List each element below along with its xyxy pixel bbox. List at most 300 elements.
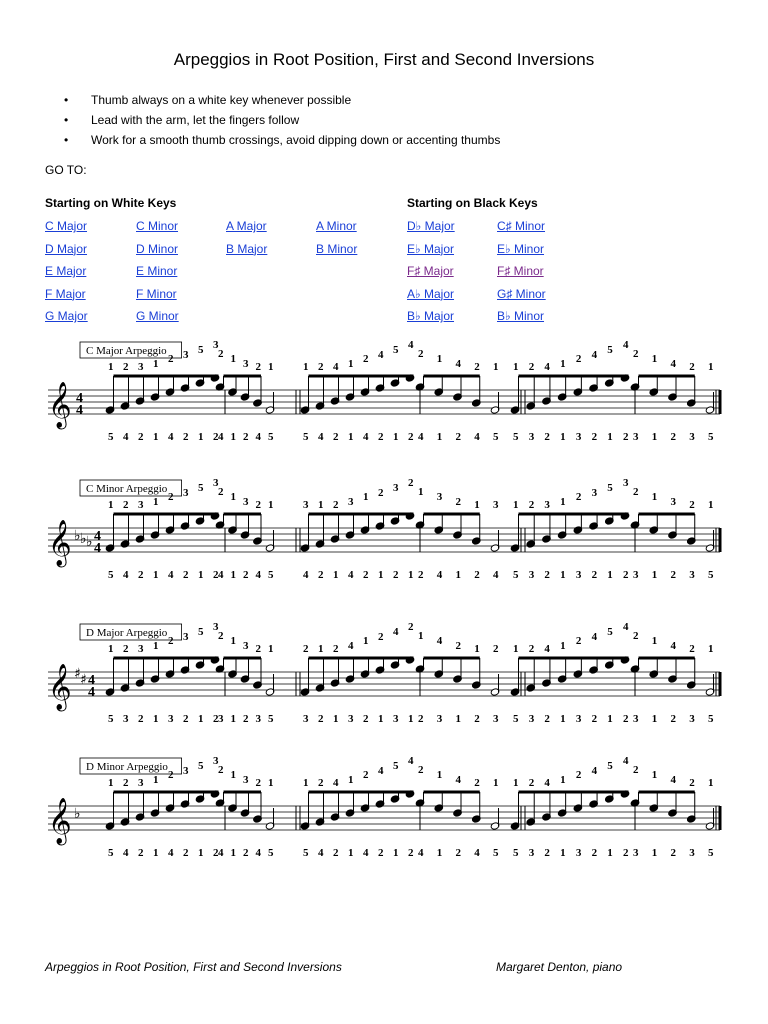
- fingering-above: 3: [138, 643, 144, 655]
- fingering-above: 5: [393, 344, 399, 356]
- fingering-below: 4: [168, 569, 174, 581]
- fingering-above: 1: [493, 361, 499, 373]
- notation: [40, 478, 725, 603]
- fingering-above: 2: [528, 499, 535, 511]
- fingering-above: 5: [607, 344, 613, 356]
- link-column-white-major: [45, 216, 88, 329]
- fingering-above: 1: [474, 643, 480, 655]
- fingering-above: 4: [670, 774, 676, 786]
- staff-label: C Minor Arpeggio: [86, 483, 168, 495]
- flat-sign: ♭: [74, 806, 81, 822]
- fingering-above: 1: [513, 499, 519, 511]
- link-g-minor[interactable]: G Minor: [136, 309, 179, 323]
- fingering-below: 2: [670, 431, 676, 443]
- fingering-below: 2: [243, 713, 249, 725]
- fingering-below: 1: [153, 431, 159, 443]
- fingering-below: 2: [623, 431, 629, 443]
- fingering-below: 5: [303, 847, 309, 859]
- fingering-below: 1: [198, 431, 204, 443]
- fingering-below: 3: [689, 847, 695, 859]
- fingering-above: 4: [455, 358, 461, 370]
- fingering-above: 2: [418, 764, 424, 776]
- fingering-below: 1: [455, 713, 461, 725]
- fingering-above: 2: [689, 777, 695, 789]
- fingering-above: 4: [670, 640, 676, 652]
- fingering-below: 4: [363, 847, 369, 859]
- fingering-above: 5: [607, 626, 613, 638]
- fingering-below: 3: [528, 431, 535, 443]
- fingering-above: 2: [318, 361, 324, 373]
- link-b-flat-major[interactable]: B♭ Major: [407, 309, 455, 323]
- fingering-below: 4: [318, 847, 324, 859]
- fingering-below: 4: [123, 569, 129, 581]
- link-e-flat-minor[interactable]: E♭ Minor: [497, 241, 545, 256]
- fingering-below: 5: [493, 431, 499, 443]
- fingering-below: 3: [168, 713, 174, 725]
- staff-c-major: [40, 340, 725, 465]
- fingering-below: 3: [575, 713, 582, 725]
- fingering-above: 4: [333, 777, 339, 789]
- footer-author: Margaret Denton, piano: [496, 960, 623, 974]
- fingering-above: 2: [633, 630, 639, 642]
- fingering-below: 2: [408, 431, 414, 443]
- fingering-above: 2: [218, 630, 224, 642]
- sharp-sign: ♯: [80, 672, 87, 688]
- link-f-major[interactable]: F Major: [45, 286, 86, 301]
- link-g-sharp-minor[interactable]: G♯ Minor: [497, 286, 546, 301]
- fingering-below: 3: [255, 713, 261, 725]
- fingering-below: 5: [513, 431, 519, 443]
- fingering-below: 5: [108, 569, 114, 581]
- fingering-above: 1: [708, 499, 714, 511]
- fingering-above: 5: [393, 760, 399, 772]
- treble-clef: 𝄞: [48, 664, 72, 710]
- fingering-above: 4: [393, 626, 399, 638]
- fingering-above: 1: [436, 353, 443, 365]
- fingering-above: 1: [153, 358, 159, 370]
- fingering-above: 2: [123, 361, 129, 373]
- link-column-black-major: [407, 216, 455, 329]
- fingering-above: 4: [623, 622, 629, 633]
- fingering-above: 3: [243, 640, 249, 652]
- fingering-below: 2: [333, 431, 339, 443]
- fingering-above: 2: [123, 499, 129, 511]
- link-e-minor[interactable]: E Minor: [136, 264, 178, 278]
- fingering-above: 2: [333, 499, 339, 511]
- tips-list: [64, 90, 500, 150]
- fingering-above: 4: [544, 643, 550, 655]
- fingering-above: 2: [493, 643, 499, 655]
- fingering-above: 1: [708, 643, 714, 655]
- fingering-above: 2: [363, 769, 369, 781]
- fingering-below: 4: [168, 431, 174, 443]
- link-f-sharp-minor[interactable]: F♯ Minor: [497, 264, 544, 278]
- fingering-below: 3: [528, 713, 535, 725]
- fingering-below: 2: [213, 847, 219, 859]
- notation: [40, 622, 725, 747]
- tip-item: • Work for a smooth thumb crossings, avoid dipping down or accenting thumbs: [64, 130, 500, 150]
- fingering-above: 4: [408, 756, 414, 767]
- fingering-above: 2: [633, 764, 639, 776]
- fingering-above: 2: [363, 353, 369, 365]
- link-c-major[interactable]: C Major: [45, 219, 88, 233]
- fingering-above: 5: [607, 760, 613, 772]
- fingering-below: 2: [243, 847, 249, 859]
- fingering-below: 2: [363, 713, 369, 725]
- fingering-above: 1: [493, 777, 499, 789]
- fingering-above: 2: [633, 348, 639, 360]
- fingering-above: 1: [363, 635, 369, 647]
- fingering-below: 5: [708, 713, 714, 725]
- fingering-below: 3: [393, 713, 399, 725]
- fingering-below: 2: [670, 847, 676, 859]
- fingering-above: 1: [363, 491, 369, 503]
- flat-sign: ♭: [80, 531, 87, 547]
- fingering-below: 2: [670, 569, 676, 581]
- fingering-above: 1: [303, 361, 309, 373]
- fingering-below: 1: [607, 431, 613, 443]
- fingering-below: 1: [230, 713, 236, 725]
- time-signature-bottom: 4: [76, 403, 83, 418]
- fingering-below: 1: [607, 569, 613, 581]
- fingering-below: 3: [303, 713, 309, 725]
- fingering-above: 2: [378, 487, 384, 499]
- link-a-major[interactable]: A Major: [226, 219, 267, 233]
- fingering-below: 1: [333, 569, 339, 581]
- fingering-below: 4: [418, 847, 424, 859]
- fingering-below: 3: [528, 569, 535, 581]
- fingering-above: 3: [213, 622, 219, 633]
- fingering-above: 1: [418, 486, 424, 498]
- fingering-below: 2: [183, 713, 189, 725]
- fingering-below: 2: [138, 713, 144, 725]
- fingering-above: 3: [243, 496, 249, 508]
- fingering-above: 4: [544, 361, 550, 373]
- fingering-above: 2: [123, 777, 129, 789]
- fingering-below: 2: [418, 713, 424, 725]
- fingering-below: 3: [575, 431, 582, 443]
- fingering-below: 4: [168, 847, 174, 859]
- fingering-below: 3: [528, 847, 535, 859]
- link-column-black-minor: [497, 216, 546, 329]
- flat-sign: ♭: [74, 528, 81, 544]
- fingering-above: 3: [138, 361, 144, 373]
- fingering-above: 5: [198, 344, 204, 356]
- fingering-below: 2: [591, 713, 598, 725]
- fingering-below: 2: [378, 431, 384, 443]
- fingering-below: 1: [651, 431, 658, 443]
- fingering-above: 1: [303, 777, 309, 789]
- fingering-above: 2: [575, 635, 582, 647]
- fingering-above: 4: [544, 777, 550, 789]
- time-signature-bottom: 4: [88, 685, 95, 700]
- fingering-above: 1: [651, 353, 658, 365]
- fingering-above: 3: [213, 478, 219, 489]
- link-b-flat-minor[interactable]: B♭ Minor: [497, 309, 545, 323]
- fingering-above: 2: [418, 348, 424, 360]
- link-d-flat-major[interactable]: D♭ Major: [407, 219, 455, 233]
- fingering-above: 3: [138, 777, 144, 789]
- fingering-above: 3: [183, 631, 189, 643]
- tip-item: • Lead with the arm, let the fingers follow: [64, 110, 500, 130]
- link-f-minor[interactable]: F Minor: [136, 286, 177, 301]
- fingering-below: 2: [243, 569, 249, 581]
- fingering-below: 5: [513, 847, 519, 859]
- staff-d-major: [40, 622, 725, 747]
- time-signature-bottom: 4: [94, 541, 101, 556]
- fingering-below: 4: [436, 569, 443, 581]
- fingering-above: 1: [513, 777, 519, 789]
- fingering-below: 2: [318, 713, 324, 725]
- fingering-above: 2: [168, 353, 174, 365]
- fingering-below: 5: [268, 431, 274, 443]
- treble-clef: 𝄞: [48, 382, 72, 428]
- fingering-below: 3: [123, 713, 129, 725]
- fingering-below: 1: [408, 713, 414, 725]
- fingering-below: 3: [689, 431, 695, 443]
- fingering-below: 1: [230, 569, 236, 581]
- fingering-below: 4: [363, 431, 369, 443]
- fingering-below: 5: [708, 431, 714, 443]
- fingering-above: 2: [255, 643, 261, 655]
- fingering-below: 1: [153, 713, 159, 725]
- fingering-above: 2: [528, 361, 535, 373]
- fingering-below: 2: [183, 847, 189, 859]
- fingering-above: 2: [575, 769, 582, 781]
- fingering-above: 2: [218, 486, 224, 498]
- fingering-above: 2: [378, 631, 384, 643]
- fingering-above: 1: [318, 499, 324, 511]
- fingering-above: 3: [591, 487, 598, 499]
- fingering-above: 2: [575, 491, 582, 503]
- fingering-above: 2: [689, 643, 695, 655]
- fingering-below: 1: [408, 569, 414, 581]
- fingering-below: 1: [198, 569, 204, 581]
- fingering-above: 2: [123, 643, 129, 655]
- fingering-below: 2: [544, 847, 550, 859]
- fingering-above: 2: [168, 769, 174, 781]
- fingering-above: 1: [108, 499, 114, 511]
- fingering-above: 1: [108, 777, 114, 789]
- fingering-above: 4: [623, 340, 629, 351]
- fingering-below: 2: [138, 569, 144, 581]
- fingering-above: 1: [651, 769, 658, 781]
- fingering-above: 3: [623, 478, 629, 489]
- fingering-above: 5: [198, 482, 204, 494]
- fingering-below: 4: [218, 847, 224, 859]
- link-d-minor[interactable]: D Minor: [136, 241, 179, 256]
- white-keys-heading: Starting on White Keys: [45, 196, 177, 210]
- fingering-above: 2: [255, 499, 261, 511]
- fingering-above: 4: [436, 635, 443, 647]
- fingering-below: 5: [708, 847, 714, 859]
- fingering-below: 1: [378, 713, 384, 725]
- fingering-above: 2: [528, 777, 535, 789]
- fingering-above: 4: [591, 765, 598, 777]
- fingering-below: 5: [493, 847, 499, 859]
- black-keys-heading: Starting on Black Keys: [407, 196, 538, 210]
- fingering-below: 1: [560, 847, 566, 859]
- fingering-above: 4: [455, 774, 461, 786]
- fingering-above: 2: [455, 640, 461, 652]
- staff-label: C Major Arpeggio: [86, 345, 167, 357]
- fingering-below: 2: [408, 847, 414, 859]
- treble-clef: 𝄞: [48, 520, 72, 566]
- fingering-above: 1: [230, 353, 236, 365]
- fingering-above: 1: [560, 496, 566, 508]
- fingering-above: 3: [493, 499, 499, 511]
- staff-label: D Minor Arpeggio: [86, 761, 168, 773]
- fingering-below: 1: [378, 569, 384, 581]
- fingering-above: 3: [213, 756, 219, 767]
- fingering-below: 2: [363, 569, 369, 581]
- fingering-below: 2: [183, 431, 189, 443]
- fingering-below: 4: [218, 569, 224, 581]
- fingering-above: 1: [651, 635, 658, 647]
- fingering-below: 2: [418, 569, 424, 581]
- fingering-below: 2: [544, 431, 550, 443]
- fingering-above: 2: [255, 361, 261, 373]
- fingering-below: 2: [455, 847, 461, 859]
- fingering-below: 3: [493, 713, 499, 725]
- fingering-above: 1: [268, 777, 274, 789]
- fingering-below: 4: [474, 431, 480, 443]
- fingering-below: 2: [213, 431, 219, 443]
- fingering-below: 4: [303, 569, 309, 581]
- fingering-below: 4: [255, 431, 261, 443]
- fingering-above: 5: [607, 482, 613, 494]
- fingering-below: 1: [651, 713, 658, 725]
- fingering-below: 2: [138, 847, 144, 859]
- link-b-minor[interactable]: B Minor: [316, 241, 358, 256]
- fingering-below: 4: [218, 431, 224, 443]
- fingering-below: 4: [255, 847, 261, 859]
- link-c-sharp-minor[interactable]: C♯ Minor: [497, 219, 546, 233]
- fingering-above: 2: [633, 486, 639, 498]
- fingering-below: 2: [591, 569, 598, 581]
- fingering-above: 1: [513, 361, 519, 373]
- link-column-white-minor-2: [316, 216, 357, 261]
- fingering-below: 5: [303, 431, 309, 443]
- fingering-above: 5: [198, 626, 204, 638]
- fingering-below: 2: [544, 569, 550, 581]
- link-f-sharp-major[interactable]: F♯ Major: [407, 264, 454, 278]
- fingering-below: 4: [493, 569, 499, 581]
- fingering-below: 4: [123, 847, 129, 859]
- fingering-above: 2: [168, 491, 174, 503]
- fingering-above: 1: [651, 491, 658, 503]
- fingering-above: 2: [303, 643, 309, 655]
- fingering-below: 4: [418, 431, 424, 443]
- fingering-below: 1: [560, 569, 566, 581]
- fingering-above: 1: [708, 361, 714, 373]
- link-e-major[interactable]: E Major: [45, 264, 87, 278]
- link-column-white-minor: [136, 216, 179, 329]
- fingering-above: 3: [243, 774, 249, 786]
- link-b-major[interactable]: B Major: [226, 241, 268, 256]
- fingering-below: 5: [268, 713, 274, 725]
- fingering-above: 1: [708, 777, 714, 789]
- fingering-below: 1: [436, 847, 443, 859]
- notation: [40, 340, 725, 465]
- link-column-white-major-2: [226, 216, 267, 261]
- fingering-above: 2: [474, 777, 480, 789]
- fingering-below: 4: [348, 569, 354, 581]
- time-signature-top: 4: [94, 529, 101, 544]
- fingering-below: 1: [153, 847, 159, 859]
- link-a-flat-major[interactable]: A♭ Major: [407, 286, 455, 301]
- fingering-above: 4: [378, 349, 384, 361]
- fingering-above: 3: [183, 487, 189, 499]
- fingering-below: 2: [213, 569, 219, 581]
- link-a-minor[interactable]: A Minor: [316, 219, 357, 233]
- fingering-above: 4: [408, 340, 414, 351]
- fingering-above: 3: [393, 482, 399, 494]
- fingering-below: 1: [348, 847, 354, 859]
- fingering-above: 1: [513, 643, 519, 655]
- link-g-major[interactable]: G Major: [45, 309, 88, 323]
- fingering-above: 1: [108, 643, 114, 655]
- fingering-above: 1: [230, 635, 236, 647]
- fingering-below: 5: [708, 569, 714, 581]
- fingering-below: 2: [670, 713, 676, 725]
- fingering-above: 2: [318, 777, 324, 789]
- time-signature-top: 4: [88, 673, 95, 688]
- fingering-above: 2: [528, 643, 535, 655]
- fingering-above: 2: [474, 361, 480, 373]
- fingering-below: 1: [153, 569, 159, 581]
- staff-label: D Major Arpeggio: [86, 627, 168, 639]
- fingering-below: 3: [633, 847, 639, 859]
- fingering-below: 2: [591, 431, 598, 443]
- fingering-below: 3: [436, 713, 443, 725]
- fingering-below: 3: [575, 569, 582, 581]
- fingering-below: 2: [378, 847, 384, 859]
- fingering-above: 4: [333, 361, 339, 373]
- fingering-below: 1: [607, 847, 613, 859]
- fingering-below: 1: [607, 713, 613, 725]
- fingering-below: 2: [393, 569, 399, 581]
- fingering-above: 2: [255, 777, 261, 789]
- fingering-above: 4: [591, 349, 598, 361]
- fingering-below: 3: [218, 713, 224, 725]
- fingering-below: 1: [455, 569, 461, 581]
- fingering-below: 1: [333, 713, 339, 725]
- fingering-above: 2: [218, 348, 224, 360]
- link-c-minor[interactable]: C Minor: [136, 219, 179, 233]
- fingering-above: 1: [268, 499, 274, 511]
- fingering-above: 1: [268, 361, 274, 373]
- fingering-above: 3: [544, 499, 550, 511]
- page-title: Arpeggios in Root Position, First and Second Inversions: [173, 50, 595, 69]
- fingering-below: 1: [651, 569, 658, 581]
- fingering-below: 1: [560, 431, 566, 443]
- fingering-above: 4: [378, 765, 384, 777]
- fingering-below: 3: [633, 569, 639, 581]
- goto-label: GO TO:: [45, 163, 87, 177]
- fingering-above: 4: [623, 756, 629, 767]
- fingering-above: 1: [436, 769, 443, 781]
- fingering-above: 1: [153, 496, 159, 508]
- fingering-below: 2: [474, 569, 480, 581]
- fingering-below: 5: [513, 713, 519, 725]
- link-d-major[interactable]: D Major: [45, 241, 88, 256]
- treble-clef: 𝄞: [48, 798, 72, 844]
- fingering-above: 1: [560, 358, 566, 370]
- time-signature-top: 4: [76, 391, 83, 406]
- link-e-flat-major[interactable]: E♭ Major: [407, 241, 455, 256]
- staff-d-minor: [40, 756, 725, 881]
